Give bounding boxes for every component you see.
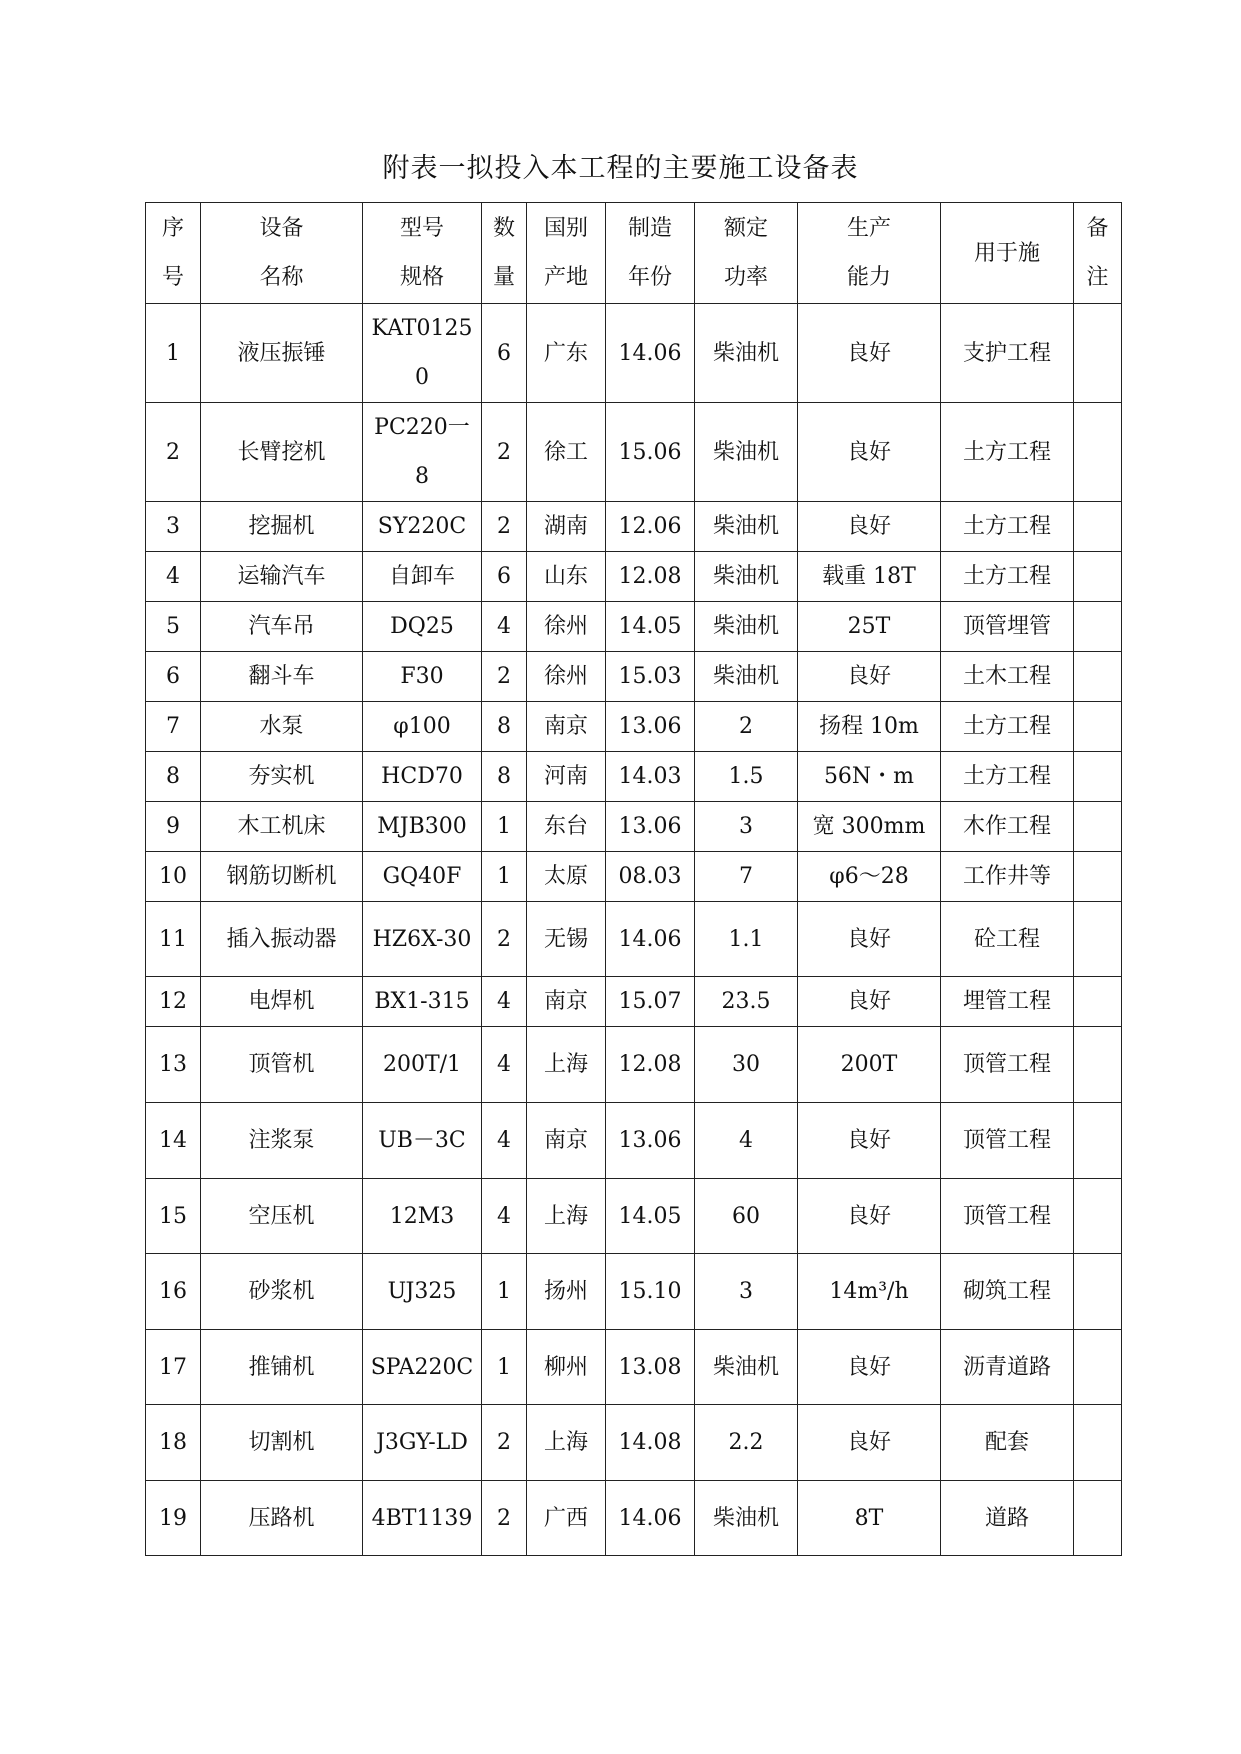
cell-origin: 广西 xyxy=(527,1481,606,1556)
cell-origin: 南京 xyxy=(527,1103,606,1179)
cell-qty: 4 xyxy=(482,602,527,652)
cell-no: 3 xyxy=(146,502,201,552)
cell-capacity: 200T xyxy=(798,1027,941,1103)
cell-note xyxy=(1074,1179,1122,1254)
table-row xyxy=(146,602,1122,652)
cell-qty: 2 xyxy=(482,1405,527,1481)
cell-model: KAT0125 0 xyxy=(363,304,482,403)
cell-name: 钢筋切断机 xyxy=(201,852,363,902)
cell-no: 1 xyxy=(146,304,201,403)
cell-capacity: φ6～28 xyxy=(798,852,941,902)
cell-power: 柴油机 xyxy=(695,304,798,403)
cell-model: DQ25 xyxy=(363,602,482,652)
cell-note xyxy=(1074,552,1122,602)
cell-note xyxy=(1074,702,1122,752)
cell-year: 14.05 xyxy=(606,1179,695,1254)
table-row xyxy=(146,1330,1122,1405)
cell-model: UJ325 xyxy=(363,1254,482,1330)
cell-power: 23.5 xyxy=(695,977,798,1027)
cell-origin: 柳州 xyxy=(527,1330,606,1405)
cell-note xyxy=(1074,652,1122,702)
cell-name: 汽车吊 xyxy=(201,602,363,652)
cell-no: 9 xyxy=(146,802,201,852)
table-row xyxy=(146,1027,1122,1103)
cell-use: 顶管埋管 xyxy=(941,602,1074,652)
cell-use: 配套 xyxy=(941,1405,1074,1481)
cell-name: 夯实机 xyxy=(201,752,363,802)
header-cell: 额定 功率 xyxy=(695,203,798,304)
header-cell: 设备 名称 xyxy=(201,203,363,304)
cell-year: 13.06 xyxy=(606,802,695,852)
cell-name: 砂浆机 xyxy=(201,1254,363,1330)
cell-capacity: 25T xyxy=(798,602,941,652)
table-row xyxy=(146,502,1122,552)
cell-name: 运输汽车 xyxy=(201,552,363,602)
cell-no: 18 xyxy=(146,1405,201,1481)
cell-qty: 4 xyxy=(482,1179,527,1254)
cell-power: 3 xyxy=(695,802,798,852)
cell-model: J3GY-LD xyxy=(363,1405,482,1481)
cell-note xyxy=(1074,403,1122,502)
cell-no: 17 xyxy=(146,1330,201,1405)
cell-no: 7 xyxy=(146,702,201,752)
cell-no: 13 xyxy=(146,1027,201,1103)
cell-capacity: 良好 xyxy=(798,1103,941,1179)
cell-use: 砌筑工程 xyxy=(941,1254,1074,1330)
cell-qty: 1 xyxy=(482,802,527,852)
cell-capacity: 良好 xyxy=(798,652,941,702)
cell-qty: 8 xyxy=(482,752,527,802)
cell-capacity: 良好 xyxy=(798,1330,941,1405)
cell-year: 12.06 xyxy=(606,502,695,552)
cell-use: 道路 xyxy=(941,1481,1074,1556)
header-cell: 国别 产地 xyxy=(527,203,606,304)
cell-name: 插入振动器 xyxy=(201,902,363,977)
cell-model: HZ6X-30 xyxy=(363,902,482,977)
cell-capacity: 扬程 10m xyxy=(798,702,941,752)
cell-use: 木作工程 xyxy=(941,802,1074,852)
cell-qty: 1 xyxy=(482,852,527,902)
cell-power: 柴油机 xyxy=(695,502,798,552)
cell-name: 木工机床 xyxy=(201,802,363,852)
cell-capacity: 良好 xyxy=(798,977,941,1027)
cell-power: 柴油机 xyxy=(695,403,798,502)
cell-note xyxy=(1074,1103,1122,1179)
cell-model: UB－3C xyxy=(363,1103,482,1179)
header-cell: 制造 年份 xyxy=(606,203,695,304)
header-row xyxy=(146,203,1122,304)
cell-no: 5 xyxy=(146,602,201,652)
cell-power: 60 xyxy=(695,1179,798,1254)
cell-qty: 4 xyxy=(482,1103,527,1179)
cell-year: 14.06 xyxy=(606,1481,695,1556)
cell-no: 8 xyxy=(146,752,201,802)
cell-qty: 1 xyxy=(482,1254,527,1330)
cell-no: 2 xyxy=(146,403,201,502)
cell-note xyxy=(1074,802,1122,852)
cell-origin: 太原 xyxy=(527,852,606,902)
cell-qty: 4 xyxy=(482,1027,527,1103)
cell-model: GQ40F xyxy=(363,852,482,902)
cell-note xyxy=(1074,902,1122,977)
cell-capacity: 良好 xyxy=(798,502,941,552)
cell-qty: 2 xyxy=(482,1481,527,1556)
cell-note xyxy=(1074,852,1122,902)
cell-model: 12M3 xyxy=(363,1179,482,1254)
table-row xyxy=(146,802,1122,852)
cell-origin: 徐州 xyxy=(527,602,606,652)
cell-year: 14.06 xyxy=(606,902,695,977)
cell-power: 7 xyxy=(695,852,798,902)
cell-use: 土方工程 xyxy=(941,403,1074,502)
cell-no: 15 xyxy=(146,1179,201,1254)
cell-capacity: 载重 18T xyxy=(798,552,941,602)
cell-note xyxy=(1074,602,1122,652)
cell-capacity: 8T xyxy=(798,1481,941,1556)
cell-qty: 8 xyxy=(482,702,527,752)
table-body xyxy=(146,304,1122,1556)
cell-use: 支护工程 xyxy=(941,304,1074,403)
header-cell: 用于施 xyxy=(941,203,1074,304)
cell-model: PC220一 8 xyxy=(363,403,482,502)
cell-model: 200T/1 xyxy=(363,1027,482,1103)
cell-name: 挖掘机 xyxy=(201,502,363,552)
cell-use: 顶管工程 xyxy=(941,1027,1074,1103)
cell-note xyxy=(1074,1254,1122,1330)
cell-year: 12.08 xyxy=(606,1027,695,1103)
table-row xyxy=(146,1405,1122,1481)
cell-origin: 东台 xyxy=(527,802,606,852)
cell-model: SPA220C xyxy=(363,1330,482,1405)
cell-origin: 扬州 xyxy=(527,1254,606,1330)
cell-capacity: 宽 300mm xyxy=(798,802,941,852)
cell-year: 13.06 xyxy=(606,702,695,752)
cell-origin: 河南 xyxy=(527,752,606,802)
table-row xyxy=(146,304,1122,403)
cell-note xyxy=(1074,752,1122,802)
cell-capacity: 良好 xyxy=(798,902,941,977)
cell-note xyxy=(1074,502,1122,552)
cell-origin: 徐州 xyxy=(527,652,606,702)
cell-year: 14.06 xyxy=(606,304,695,403)
cell-name: 切割机 xyxy=(201,1405,363,1481)
cell-no: 6 xyxy=(146,652,201,702)
cell-origin: 南京 xyxy=(527,702,606,752)
cell-name: 水泵 xyxy=(201,702,363,752)
cell-origin: 无锡 xyxy=(527,902,606,977)
cell-capacity: 良好 xyxy=(798,403,941,502)
cell-use: 工作井等 xyxy=(941,852,1074,902)
cell-origin: 上海 xyxy=(527,1179,606,1254)
header-cell: 备 注 xyxy=(1074,203,1122,304)
cell-capacity: 56N・m xyxy=(798,752,941,802)
cell-power: 3 xyxy=(695,1254,798,1330)
cell-use: 土方工程 xyxy=(941,752,1074,802)
equipment-table xyxy=(145,202,1122,1556)
cell-power: 柴油机 xyxy=(695,1330,798,1405)
cell-year: 14.08 xyxy=(606,1405,695,1481)
table-row xyxy=(146,1103,1122,1179)
cell-qty: 6 xyxy=(482,304,527,403)
cell-model: MJB300 xyxy=(363,802,482,852)
cell-qty: 2 xyxy=(482,403,527,502)
cell-power: 柴油机 xyxy=(695,602,798,652)
cell-no: 10 xyxy=(146,852,201,902)
cell-power: 2.2 xyxy=(695,1405,798,1481)
cell-use: 沥青道路 xyxy=(941,1330,1074,1405)
cell-use: 埋管工程 xyxy=(941,977,1074,1027)
cell-model: 自卸车 xyxy=(363,552,482,602)
table-row xyxy=(146,1481,1122,1556)
cell-note xyxy=(1074,1027,1122,1103)
page-title: 附表一拟投入本工程的主要施工设备表 xyxy=(382,153,859,184)
cell-name: 空压机 xyxy=(201,1179,363,1254)
table-row xyxy=(146,652,1122,702)
cell-name: 长臂挖机 xyxy=(201,403,363,502)
table-row xyxy=(146,552,1122,602)
table-row xyxy=(146,902,1122,977)
cell-power: 30 xyxy=(695,1027,798,1103)
cell-model: 4BT1139 xyxy=(363,1481,482,1556)
header-cell: 序 号 xyxy=(146,203,201,304)
cell-qty: 6 xyxy=(482,552,527,602)
cell-use: 砼工程 xyxy=(941,902,1074,977)
cell-capacity: 良好 xyxy=(798,1405,941,1481)
cell-year: 13.06 xyxy=(606,1103,695,1179)
cell-origin: 南京 xyxy=(527,977,606,1027)
cell-origin: 徐工 xyxy=(527,403,606,502)
cell-qty: 2 xyxy=(482,652,527,702)
cell-model: BX1-315 xyxy=(363,977,482,1027)
cell-name: 电焊机 xyxy=(201,977,363,1027)
cell-year: 14.03 xyxy=(606,752,695,802)
cell-use: 土方工程 xyxy=(941,552,1074,602)
cell-year: 14.05 xyxy=(606,602,695,652)
cell-name: 翻斗车 xyxy=(201,652,363,702)
cell-no: 14 xyxy=(146,1103,201,1179)
table-row xyxy=(146,752,1122,802)
cell-qty: 4 xyxy=(482,977,527,1027)
cell-power: 柴油机 xyxy=(695,1481,798,1556)
cell-origin: 广东 xyxy=(527,304,606,403)
cell-use: 顶管工程 xyxy=(941,1103,1074,1179)
cell-qty: 1 xyxy=(482,1330,527,1405)
cell-model: φ100 xyxy=(363,702,482,752)
cell-qty: 2 xyxy=(482,902,527,977)
cell-power: 2 xyxy=(695,702,798,752)
cell-note xyxy=(1074,1481,1122,1556)
cell-no: 4 xyxy=(146,552,201,602)
cell-origin: 上海 xyxy=(527,1027,606,1103)
cell-name: 压路机 xyxy=(201,1481,363,1556)
cell-capacity: 14m³/h xyxy=(798,1254,941,1330)
cell-year: 08.03 xyxy=(606,852,695,902)
cell-no: 11 xyxy=(146,902,201,977)
cell-name: 液压振锤 xyxy=(201,304,363,403)
cell-name: 注浆泵 xyxy=(201,1103,363,1179)
cell-use: 顶管工程 xyxy=(941,1179,1074,1254)
cell-no: 19 xyxy=(146,1481,201,1556)
cell-no: 12 xyxy=(146,977,201,1027)
header-cell: 数 量 xyxy=(482,203,527,304)
cell-use: 土木工程 xyxy=(941,652,1074,702)
cell-qty: 2 xyxy=(482,502,527,552)
table-row xyxy=(146,977,1122,1027)
cell-no: 16 xyxy=(146,1254,201,1330)
cell-note xyxy=(1074,977,1122,1027)
table-row xyxy=(146,702,1122,752)
cell-model: HCD70 xyxy=(363,752,482,802)
cell-note xyxy=(1074,1330,1122,1405)
cell-power: 1.1 xyxy=(695,902,798,977)
cell-power: 柴油机 xyxy=(695,552,798,602)
cell-year: 12.08 xyxy=(606,552,695,602)
table-row xyxy=(146,852,1122,902)
table-row xyxy=(146,1254,1122,1330)
cell-power: 4 xyxy=(695,1103,798,1179)
cell-origin: 湖南 xyxy=(527,502,606,552)
cell-origin: 山东 xyxy=(527,552,606,602)
cell-power: 柴油机 xyxy=(695,652,798,702)
cell-model: SY220C xyxy=(363,502,482,552)
cell-year: 15.06 xyxy=(606,403,695,502)
cell-year: 15.10 xyxy=(606,1254,695,1330)
cell-power: 1.5 xyxy=(695,752,798,802)
header-cell: 型号 规格 xyxy=(363,203,482,304)
cell-year: 15.03 xyxy=(606,652,695,702)
cell-use: 土方工程 xyxy=(941,502,1074,552)
header-cell: 生产 能力 xyxy=(798,203,941,304)
cell-name: 推铺机 xyxy=(201,1330,363,1405)
table-row xyxy=(146,403,1122,502)
cell-capacity: 良好 xyxy=(798,1179,941,1254)
cell-capacity: 良好 xyxy=(798,304,941,403)
cell-year: 13.08 xyxy=(606,1330,695,1405)
cell-origin: 上海 xyxy=(527,1405,606,1481)
cell-note xyxy=(1074,304,1122,403)
cell-year: 15.07 xyxy=(606,977,695,1027)
cell-use: 土方工程 xyxy=(941,702,1074,752)
cell-name: 顶管机 xyxy=(201,1027,363,1103)
cell-note xyxy=(1074,1405,1122,1481)
table-row xyxy=(146,1179,1122,1254)
cell-model: F30 xyxy=(363,652,482,702)
